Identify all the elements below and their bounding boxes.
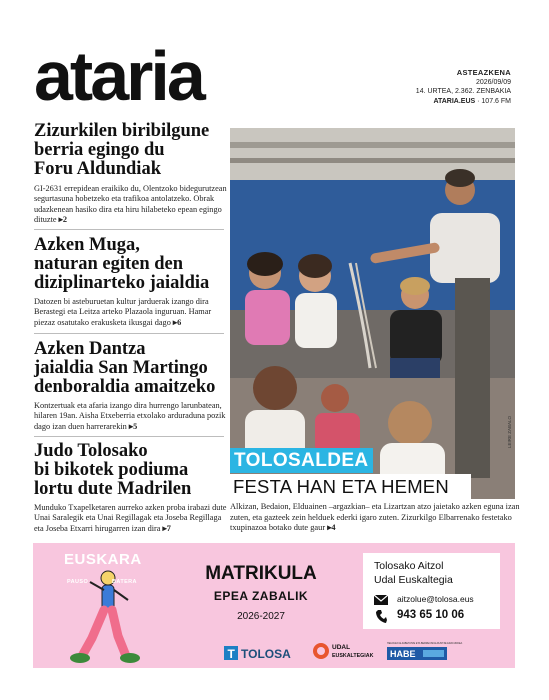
story-summary: GI-2631 errepidean eraikiko du, Olentzoko bidegurutzean segurtasuna hobetzeko eta trafikoa antolatzeko. Obrak udazkenean hasiko dira eta hiru hilabeteko epean egingo dituzte ▸2 [34,184,227,224]
page-reference: ▸2 [58,214,67,224]
tolosa-logo [224,645,294,661]
udal-logo-line2: EUSKALTEGIAK [332,653,374,659]
page-reference: ▸7 [162,523,171,533]
dancer-illustration [60,560,150,666]
ad-matrikula: MATRIKULA [205,563,317,584]
story-divider [34,333,224,334]
story-summary: Munduko Txapelketaren aurreko azken proba irabazi dute Unai Saralegik eta Unai Regillagak eta Joseba Regillaga eta Joseba Etxarri hirugarren izan dira ▸7 [34,503,227,533]
story-headline[interactable]: Zizurkilen biribilgune berria egingo du Foru Aldundiak [34,121,210,179]
habe-logo [387,640,463,662]
story-headline[interactable]: Judo Tolosako bi bikotek podiuma lortu dute Madrilen [34,441,192,499]
habe-logo-subtitle: HELDUEN ALFABETATZE ETA BERREUSKALDUNTZE ERAKUNDEA [387,642,463,645]
udal-euskaltegiak-logo [312,640,372,662]
issue-number: 14. URTEA, 2.362. ZENBAKIA [415,88,511,95]
site-link[interactable]: ATARIA.EUS [433,98,476,105]
page-reference: ▸5 [128,421,138,431]
mail-icon [374,595,388,605]
ad-phone-number[interactable]: 943 65 10 06 [397,609,465,621]
logo-text: ataria [34,37,203,115]
issue-date: 2026/09/09 [475,79,511,86]
story-headline[interactable]: Azken Dantza jaialdia San Martingo denboraldia amaitzeko [34,339,216,397]
site-line [433,98,511,105]
main-photo[interactable] [230,128,515,499]
story-summary: Datozen bi asteburuetan kultur jarduerak izango dira Berastegi eta Leitza arteko Plazaola inguruan. Hamar piezaz osatutako erakusketa ikusgai dago ▸6 [34,297,212,327]
udal-logo-line1: UDAL [332,644,351,651]
habe-logo-text: HABE [390,649,416,659]
ad-org-line1: Tolosako Aitzol [374,560,444,572]
ad-euskara-title: EUSKARA [64,551,142,568]
ad-epea: EPEA ZABALIK [213,589,309,603]
story-divider [34,229,224,230]
story-headline[interactable]: Azken Muga, naturan egiten den diziplinarteko jaialdia [34,235,210,293]
ataria-logo[interactable] [34,37,272,115]
tolosa-logo-text: TOLOSA [241,647,291,661]
story-summary: Kontzertuak eta afaria izango dira hurrengo larunbatean, hilaren 19an. Aisha Etxeberria etxolako arduraduna pozik dago izan duen harrerarekin ▸5 [34,401,226,431]
page-reference: ▸4 [327,523,336,532]
ad-org-line2: Udal Euskaltegia [374,574,453,586]
main-headline[interactable]: FESTA HAN ETA HEMEN [230,474,471,499]
page-reference: ▸6 [172,317,182,327]
photo-credit: LEIRE ZABALO [507,415,512,448]
ad-email-link[interactable]: aitzolue@tolosa.eus [397,594,474,604]
issue-day: ASTEAZKENA [456,68,511,77]
ad-pauso-label: PAUSO [67,579,89,585]
svg-text:T: T [227,647,235,661]
section-kicker[interactable]: TOLOSALDEA [230,448,373,473]
main-summary: Alkizan, Bedaion, Elduainen –argazkian– eta Lizartzan atzo jaietako azken eguna izan zuten, eta gazteek zein helduek ederki igaro zuten. Zizurkilgo Elbarrenako festetako txupinazoa botako dute gaur ▸4 [230,502,520,532]
ad-batera-label: BATERA [112,579,137,585]
radio-frequency: · 107.6 FM [477,98,511,105]
story-divider [34,436,224,437]
phone-icon [376,610,387,623]
ad-years: 2026-2027 [237,611,285,622]
